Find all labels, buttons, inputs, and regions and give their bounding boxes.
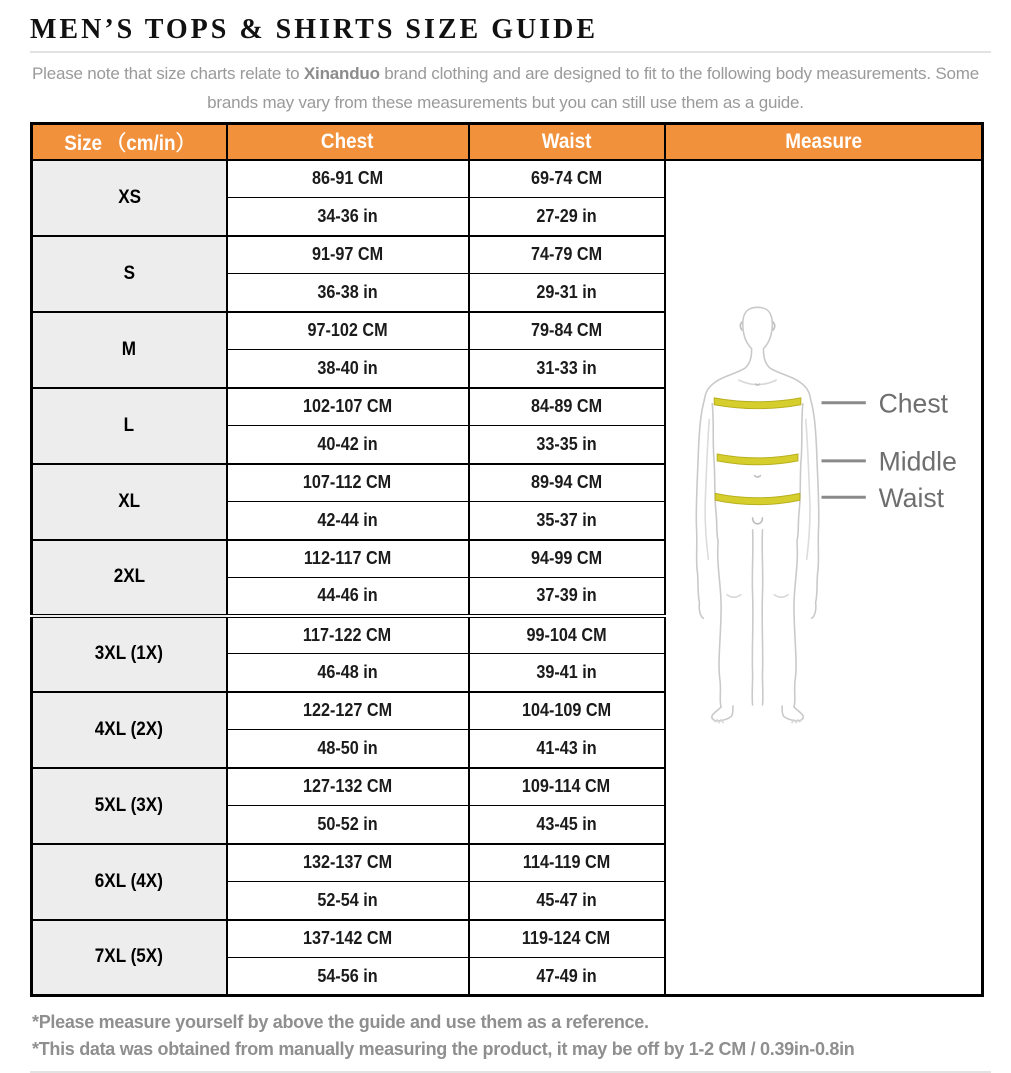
header-cell-size: Size （cm/in） [32, 124, 227, 160]
size-cell: 2XL [32, 540, 227, 616]
waist-cm-cell: 114-119 CM [469, 844, 665, 882]
header-cell-measure: Measure [665, 124, 983, 160]
measure-label-waist: Waist [878, 482, 944, 513]
waist-in-cell: 29-31 in [469, 274, 665, 312]
measure-label-chest: Chest [878, 388, 948, 419]
waist-in-cell: 33-35 in [469, 426, 665, 464]
chest-cm-cell: 102-107 CM [227, 388, 469, 426]
chest-in-cell: 42-44 in [227, 502, 469, 540]
chest-cm-cell: 132-137 CM [227, 844, 469, 882]
size-cell: 3XL (1X) [32, 616, 227, 692]
chest-in-cell: 38-40 in [227, 350, 469, 388]
waist-in-cell: 45-47 in [469, 882, 665, 920]
size-guide-table [30, 122, 984, 997]
chest-in-cell: 44-46 in [227, 578, 469, 616]
waist-in-cell: 31-33 in [469, 350, 665, 388]
size-cell: L [32, 388, 227, 464]
chest-cm-cell: 97-102 CM [227, 312, 469, 350]
subtitle-text-pre: Please note that size charts relate to [32, 64, 304, 83]
chest-cm-cell: 117-122 CM [227, 616, 469, 654]
waist-cm-cell: 99-104 CM [469, 616, 665, 654]
header-cell-chest: Chest [227, 124, 469, 160]
waist-cm-cell: 94-99 CM [469, 540, 665, 578]
waist-cm-cell: 74-79 CM [469, 236, 665, 274]
size-cell: 5XL (3X) [32, 768, 227, 844]
table-row [32, 160, 983, 198]
chest-in-cell: 36-38 in [227, 274, 469, 312]
size-cell: 6XL (4X) [32, 844, 227, 920]
chest-in-cell: 50-52 in [227, 806, 469, 844]
chest-cm-cell: 91-97 CM [227, 236, 469, 274]
size-cell: 4XL (2X) [32, 692, 227, 768]
waist-cm-cell: 89-94 CM [469, 464, 665, 502]
size-cell: XS [32, 160, 227, 236]
waist-cm-cell: 79-84 CM [469, 312, 665, 350]
measure-labels [878, 388, 956, 512]
size-cell: 7XL (5X) [32, 920, 227, 996]
waist-cm-cell: 104-109 CM [469, 692, 665, 730]
waist-in-cell: 39-41 in [469, 654, 665, 692]
chest-cm-cell: 122-127 CM [227, 692, 469, 730]
waist-cm-cell: 109-114 CM [469, 768, 665, 806]
subtitle [30, 59, 982, 117]
title-divider [30, 51, 991, 53]
table-header-row [32, 124, 983, 160]
leader-lines [821, 402, 865, 496]
chest-in-cell: 46-48 in [227, 654, 469, 692]
waist-in-cell: 47-49 in [469, 958, 665, 996]
size-cell: M [32, 312, 227, 388]
footnotes [32, 1009, 1011, 1063]
chest-in-cell: 48-50 in [227, 730, 469, 768]
size-cell: XL [32, 464, 227, 540]
chest-cm-cell: 86-91 CM [227, 160, 469, 198]
waist-band [715, 493, 800, 504]
chest-in-cell: 34-36 in [227, 198, 469, 236]
chest-cm-cell: 107-112 CM [227, 464, 469, 502]
chest-in-cell: 54-56 in [227, 958, 469, 996]
size-guide-page [0, 14, 1011, 1061]
waist-in-cell: 35-37 in [469, 502, 665, 540]
chest-cm-cell: 127-132 CM [227, 768, 469, 806]
subtitle-text-post: brand clothing and are designed to fit to the following body measurements. Some brands may vary from these measurements but you can still use them as a guide. [207, 64, 979, 112]
middle-band [717, 453, 798, 464]
waist-cm-cell: 84-89 CM [469, 388, 665, 426]
waist-cm-cell: 119-124 CM [469, 920, 665, 958]
chest-cm-cell: 112-117 CM [227, 540, 469, 578]
body-outline [696, 307, 819, 722]
measure-label-middle: Middle [878, 446, 957, 477]
size-cell: S [32, 236, 227, 312]
chest-in-cell: 40-42 in [227, 426, 469, 464]
brand-name: Xinanduo [303, 64, 380, 83]
body-measure-illustration [666, 161, 979, 993]
waist-in-cell: 27-29 in [469, 198, 665, 236]
waist-in-cell: 37-39 in [469, 578, 665, 616]
measure-bands [714, 397, 801, 504]
chest-in-cell: 52-54 in [227, 882, 469, 920]
footnote-measure-reference: *Please measure yourself by above the guide and use them as a reference. [32, 1012, 649, 1032]
waist-in-cell: 43-45 in [469, 806, 665, 844]
waist-cm-cell: 69-74 CM [469, 160, 665, 198]
page-title: MEN’S TOPS & SHIRTS SIZE GUIDE [30, 14, 599, 45]
measure-cell [665, 160, 983, 996]
chest-band [714, 397, 801, 408]
header-cell-waist: Waist [469, 124, 665, 160]
chest-cm-cell: 137-142 CM [227, 920, 469, 958]
waist-in-cell: 41-43 in [469, 730, 665, 768]
footnote-tolerance: *This data was obtained from manually measuring the product, it may be off by 1-2 CM / 0.39in-0.8in [32, 1039, 855, 1059]
